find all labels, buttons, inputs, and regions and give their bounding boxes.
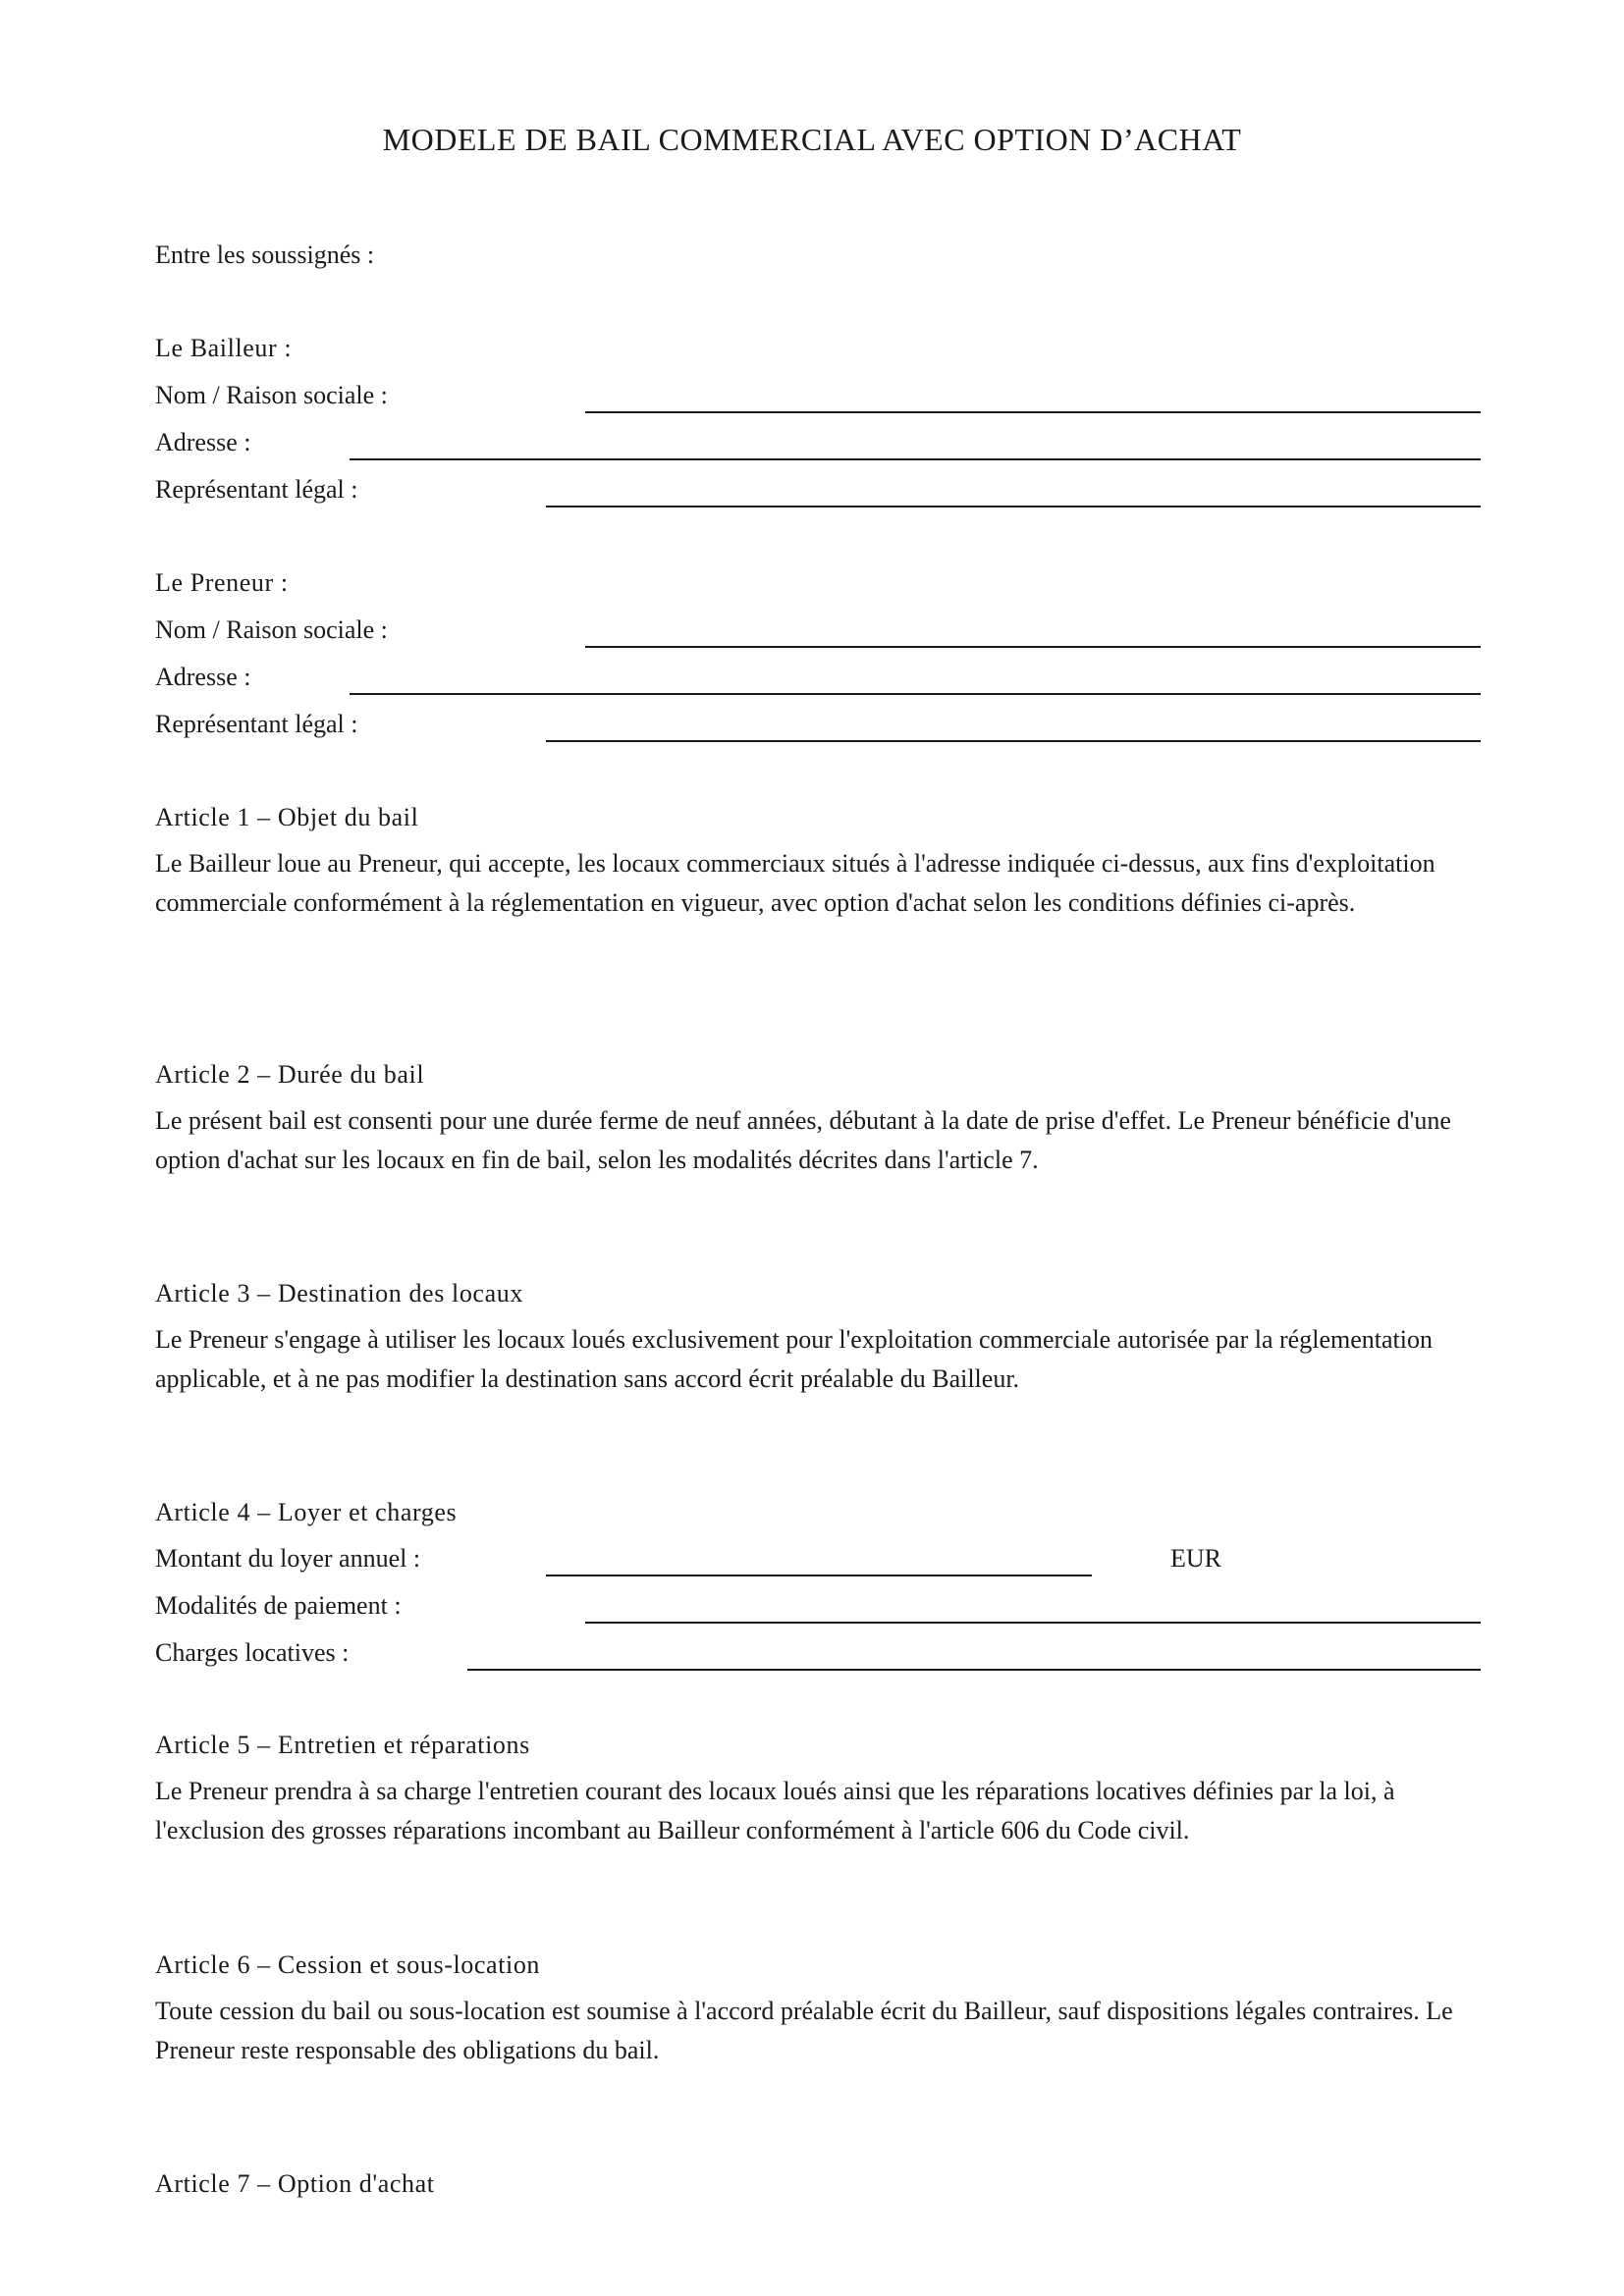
paiement-label: Modalités de paiement : [155,1591,402,1620]
article-2-body: Le présent bail est consenti pour une durée ferme de neuf années, débutant à la date de prise d'effet. Le Preneur bénéficie d'une option d'achat sur les locaux en fin de bail, selon les modalités décrites dans l'article 7. [155,1106,1451,1174]
article-5-body: Le Preneur prendra à sa charge l'entretien courant des locaux loués ainsi que les réparations locatives définies par la loi, à l'exclusion des grosses réparations incombant au Bailleur conformément à l'article 606 du Code civil. [155,1777,1395,1844]
article-4-heading: Article 4 – Loyer et charges [155,1498,458,1526]
preneur-adresse-field[interactable] [350,693,1481,695]
loyer-currency: EUR [1170,1544,1221,1573]
article-5-heading: Article 5 – Entretien et réparations [155,1731,530,1759]
preneur-nom-label: Nom / Raison sociale : [155,615,388,644]
paiement-field[interactable] [585,1622,1481,1624]
bailleur-heading: Le Bailleur : [155,334,293,362]
article-3-body: Le Preneur s'engage à utiliser les locaux loués exclusivement pour l'exploitation commerciale autorisée par la réglementation applicable, et à ne pas modifier la destination sans accord écrit préalable du Bailleur. [155,1325,1433,1393]
preneur-nom-field[interactable] [585,646,1481,648]
loyer-field[interactable] [546,1575,1092,1576]
bailleur-adresse-label: Adresse : [155,428,251,456]
preneur-representant-label: Représentant légal : [155,710,358,738]
preneur-heading: Le Preneur : [155,568,289,597]
preneur-adresse-label: Adresse : [155,663,251,691]
bailleur-nom-label: Nom / Raison sociale : [155,381,388,409]
bailleur-nom-field[interactable] [585,411,1481,413]
intro-text: Entre les soussignés : [155,240,375,269]
article-2-heading: Article 2 – Durée du bail [155,1060,425,1089]
article-1-heading: Article 1 – Objet du bail [155,803,419,831]
article-7-heading: Article 7 – Option d'achat [155,2169,435,2198]
article-6-heading: Article 6 – Cession et sous-location [155,1950,541,1979]
bailleur-representant-label: Représentant légal : [155,475,358,504]
charges-field[interactable] [467,1669,1481,1671]
charges-label: Charges locatives : [155,1638,350,1667]
bailleur-adresse-field[interactable] [350,458,1481,460]
article-1-body: Le Bailleur loue au Preneur, qui accepte, les locaux commerciaux situés à l'adresse indiquée ci-dessus, aux fins d'exploitation commerciale conformément à la réglementation en vigueur, avec option d'achat selon les conditions définies ci-après. [155,849,1435,917]
article-3-heading: Article 3 – Destination des locaux [155,1279,523,1308]
preneur-representant-field[interactable] [546,740,1481,742]
document-title: MODELE DE BAIL COMMERCIAL AVEC OPTION D’ACHAT [382,122,1242,157]
loyer-label: Montant du loyer annuel : [155,1544,421,1573]
article-6-body: Toute cession du bail ou sous-location est soumise à l'accord préalable écrit du Bailleur, sauf dispositions légales contraires. Le Preneur reste responsable des obligations du bail. [155,1997,1453,2064]
bailleur-representant-field[interactable] [546,506,1481,507]
